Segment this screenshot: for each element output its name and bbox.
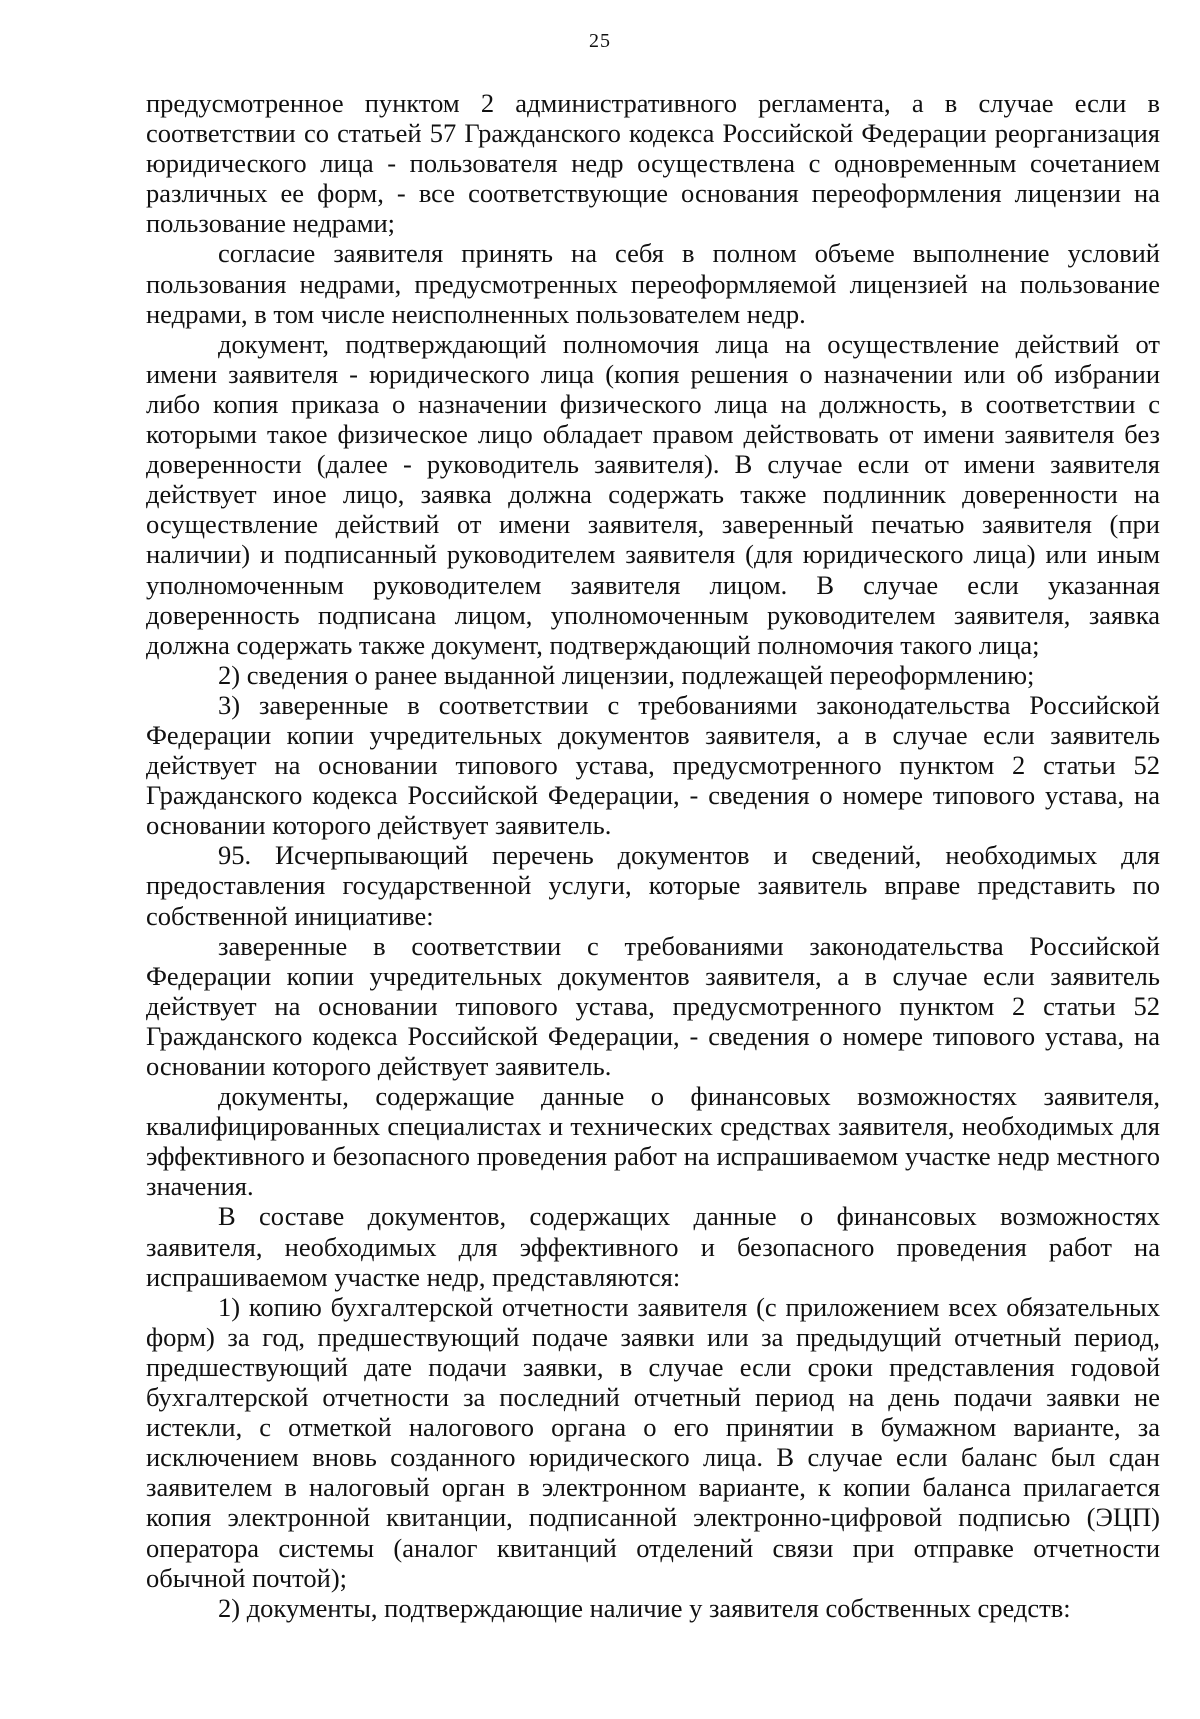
paragraph: В составе документов, содержащих данные о финансовых возможностях заявителя, необходимых для эффективного и безопасного проведения работ на испрашиваемом участке недр, представляются:	[146, 1201, 1160, 1292]
paragraph: документы, содержащие данные о финансовых возможностях заявителя, квалифицированных специалистах и технических средствах заявителя, необходимых для эффективного и безопасного проведения работ на испрашиваемом участке недр местного значения.	[146, 1081, 1160, 1202]
paragraph: согласие заявителя принять на себя в полном объеме выполнение условий пользования недрами, предусмотренных переоформляемой лицензией на пользование недрами, в том числе неисполненных пользователем недр.	[146, 238, 1160, 329]
paragraph: 2) сведения о ранее выданной лицензии, подлежащей переоформлению;	[218, 659, 1035, 690]
paragraph: документ, подтверждающий полномочия лица на осуществление действий от имени заявителя - юридического лица (копия решения о назначении или об избрании либо копия приказа о назначении физического лица на должность, в соответствии с которыми такое физическое лицо обладает правом действовать от имени заявителя без доверенности (далее - руководитель заявителя). В случае если от имени заявителя действует иное лицо, заявка должна содержать также подлинник доверенности на осуществление действий от имени заявителя, заверенный печатью заявителя (при наличии) и подписанный руководителем заявителя (для юридического лица) или иным уполномоченным руководителем заявителя лицом. В случае если указанная доверенность подписана лицом, уполномоченным руководителем заявителя, заявка должна содержать также документ, подтверждающий полномочия такого лица;	[146, 328, 1160, 660]
paragraph: заверенные в соответствии с требованиями законодательства Российской Федерации копии учредительных документов заявителя, а в случае если заявитель действует на основании типового устава, предусмотренного пунктом 2 статьи 52 Гражданского кодекса Российской Федерации, - сведения о номере типового устава, на основании которого действует заявитель.	[146, 930, 1160, 1081]
document-body	[146, 88, 1160, 1623]
page-number: 25	[589, 30, 611, 52]
paragraph-continuation: предусмотренное пунктом 2 административного регламента, а в случае если в соответствии со статьей 57 Гражданского кодекса Российской Федерации реорганизация юридического лица - пользователя недр осуществлена с одновременным сочетанием различных ее форм, - все соответствующие основания переоформления лицензии на пользование недрами;	[146, 88, 1160, 239]
paragraph: 3) заверенные в соответствии с требованиями законодательства Российской Федерации копии учредительных документов заявителя, а в случае если заявитель действует на основании типового устава, предусмотренного пунктом 2 статьи 52 Гражданского кодекса Российской Федерации, - сведения о номере типового устава, на основании которого действует заявитель.	[146, 689, 1160, 841]
paragraph: 1) копию бухгалтерской отчетности заявителя (с приложением всех обязательных форм) за год, предшествующий подаче заявки или за предыдущий отчетный период, предшествующий дате подачи заявки, в случае если сроки представления годовой бухгалтерской отчетности за последний отчетный период на день подачи заявки не истекли, с отметкой налогового органа о его принятии в бумажном варианте, за исключением вновь созданного юридического лица. В случае если баланс был сдан заявителем в налоговый орган в электронном варианте, к копии баланса прилагается копия электронной квитанции, подписанной электронно-цифровой подписью (ЭЦП) оператора системы (аналог квитанций отделений связи при отправке отчетности обычной почтой);	[146, 1291, 1160, 1593]
paragraph: 2) документы, подтверждающие наличие у заявителя собственных средств:	[218, 1592, 1071, 1623]
paragraph: 95. Исчерпывающий перечень документов и сведений, необходимых для предоставления государственной услуги, которые заявитель вправе представить по собственной инициативе:	[146, 840, 1160, 931]
